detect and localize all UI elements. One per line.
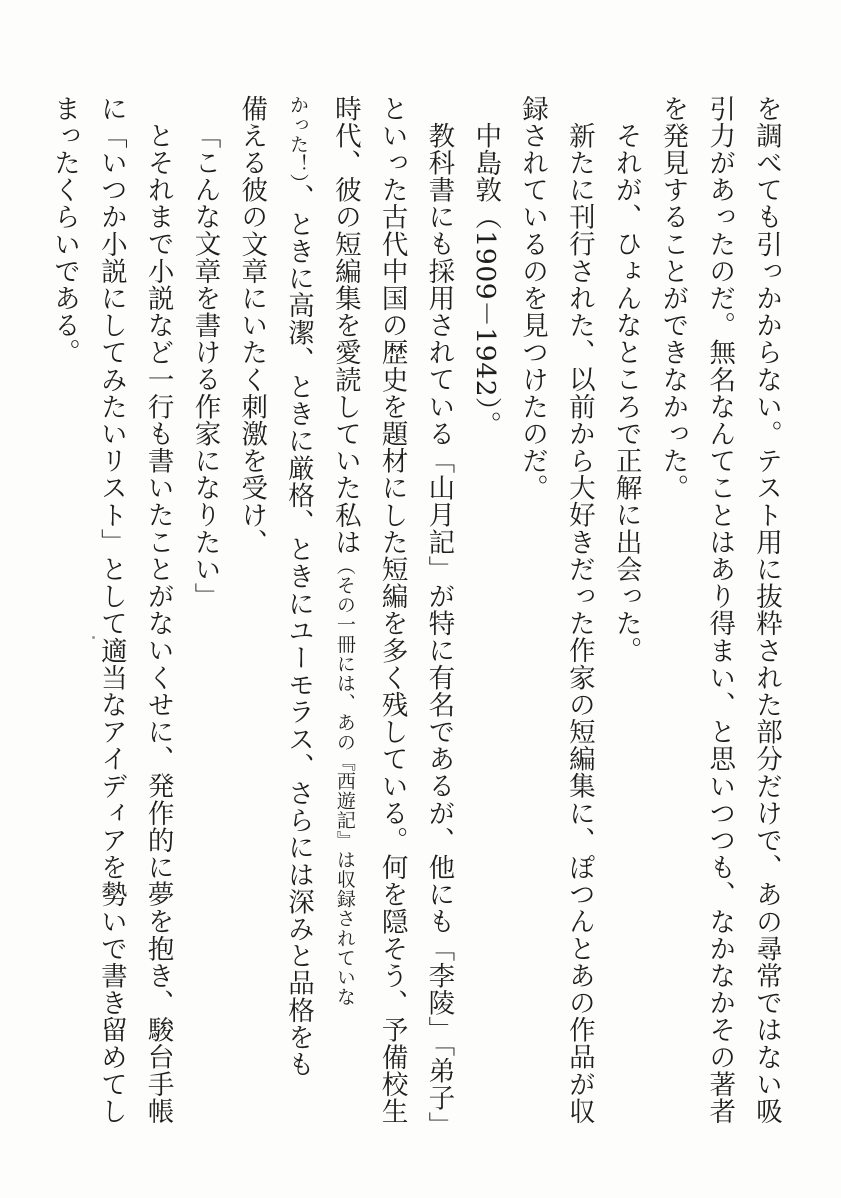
text-line-15: に「いつか小説にしてみたいリスト」として適当なアイディアを勢いで書き留めてし bbox=[95, 95, 127, 1125]
text-line-2: 引力があったのだ。無名なんてことはあり得まい、と思いつつも、なかなかその著者 bbox=[704, 95, 736, 1125]
text-line-11 bbox=[274, 95, 321, 1155]
text-line-14: とそれまで小説など一行も書いたことがないくせに、発作的に夢を抱き、駿台手帳 bbox=[142, 121, 174, 1125]
text-line-10 bbox=[321, 95, 368, 1155]
scan-speck bbox=[92, 636, 95, 639]
text-line-11-main: 、ときに高潔、ときに厳格、ときにユーモラス、さらには深みと品格をも bbox=[283, 183, 315, 1078]
text-line-10-note: （その一冊には、あの『西遊記』は収録されていな bbox=[333, 555, 356, 1007]
text-line-13: 「こんな文章を書ける作家になりたい」 bbox=[189, 121, 221, 610]
text-line-11-note: かった！） bbox=[287, 95, 310, 184]
text-line-9: といった古代中国の歴史を題材にした短編を多く残している。何を隠そう、予備校生 bbox=[376, 95, 408, 1125]
text-line-7: 中島敦（1909－1942）。 bbox=[470, 121, 502, 438]
text-line-3: を発見することができなかった。 bbox=[657, 95, 689, 502]
text-line-10-main: 時代、彼の短編集を愛読していた私は bbox=[329, 95, 361, 556]
text-line-12: 備える彼の文章にいたく刺激を受け、 bbox=[236, 95, 268, 556]
text-line-16: まったくらいである。 bbox=[49, 95, 81, 366]
text-line-8: 教科書にも採用されている「山月記」が特に有名であるが、他にも「李陵」「弟子」 bbox=[423, 121, 455, 1139]
text-line-5: 新たに刊行された、以前から大好きだった作家の短編集に、ぽつんとあの作品が収 bbox=[563, 121, 595, 1125]
text-line-4: それが、ひょんなところで正解に出会った。 bbox=[610, 121, 642, 664]
text-line-1: を調べても引っかからない。テスト用に抜粋された部分だけで、あの尋常ではない吸 bbox=[751, 95, 782, 1125]
text-line-6: 録されているのを見つけたのだ。 bbox=[517, 95, 549, 502]
body-text bbox=[49, 95, 789, 1155]
